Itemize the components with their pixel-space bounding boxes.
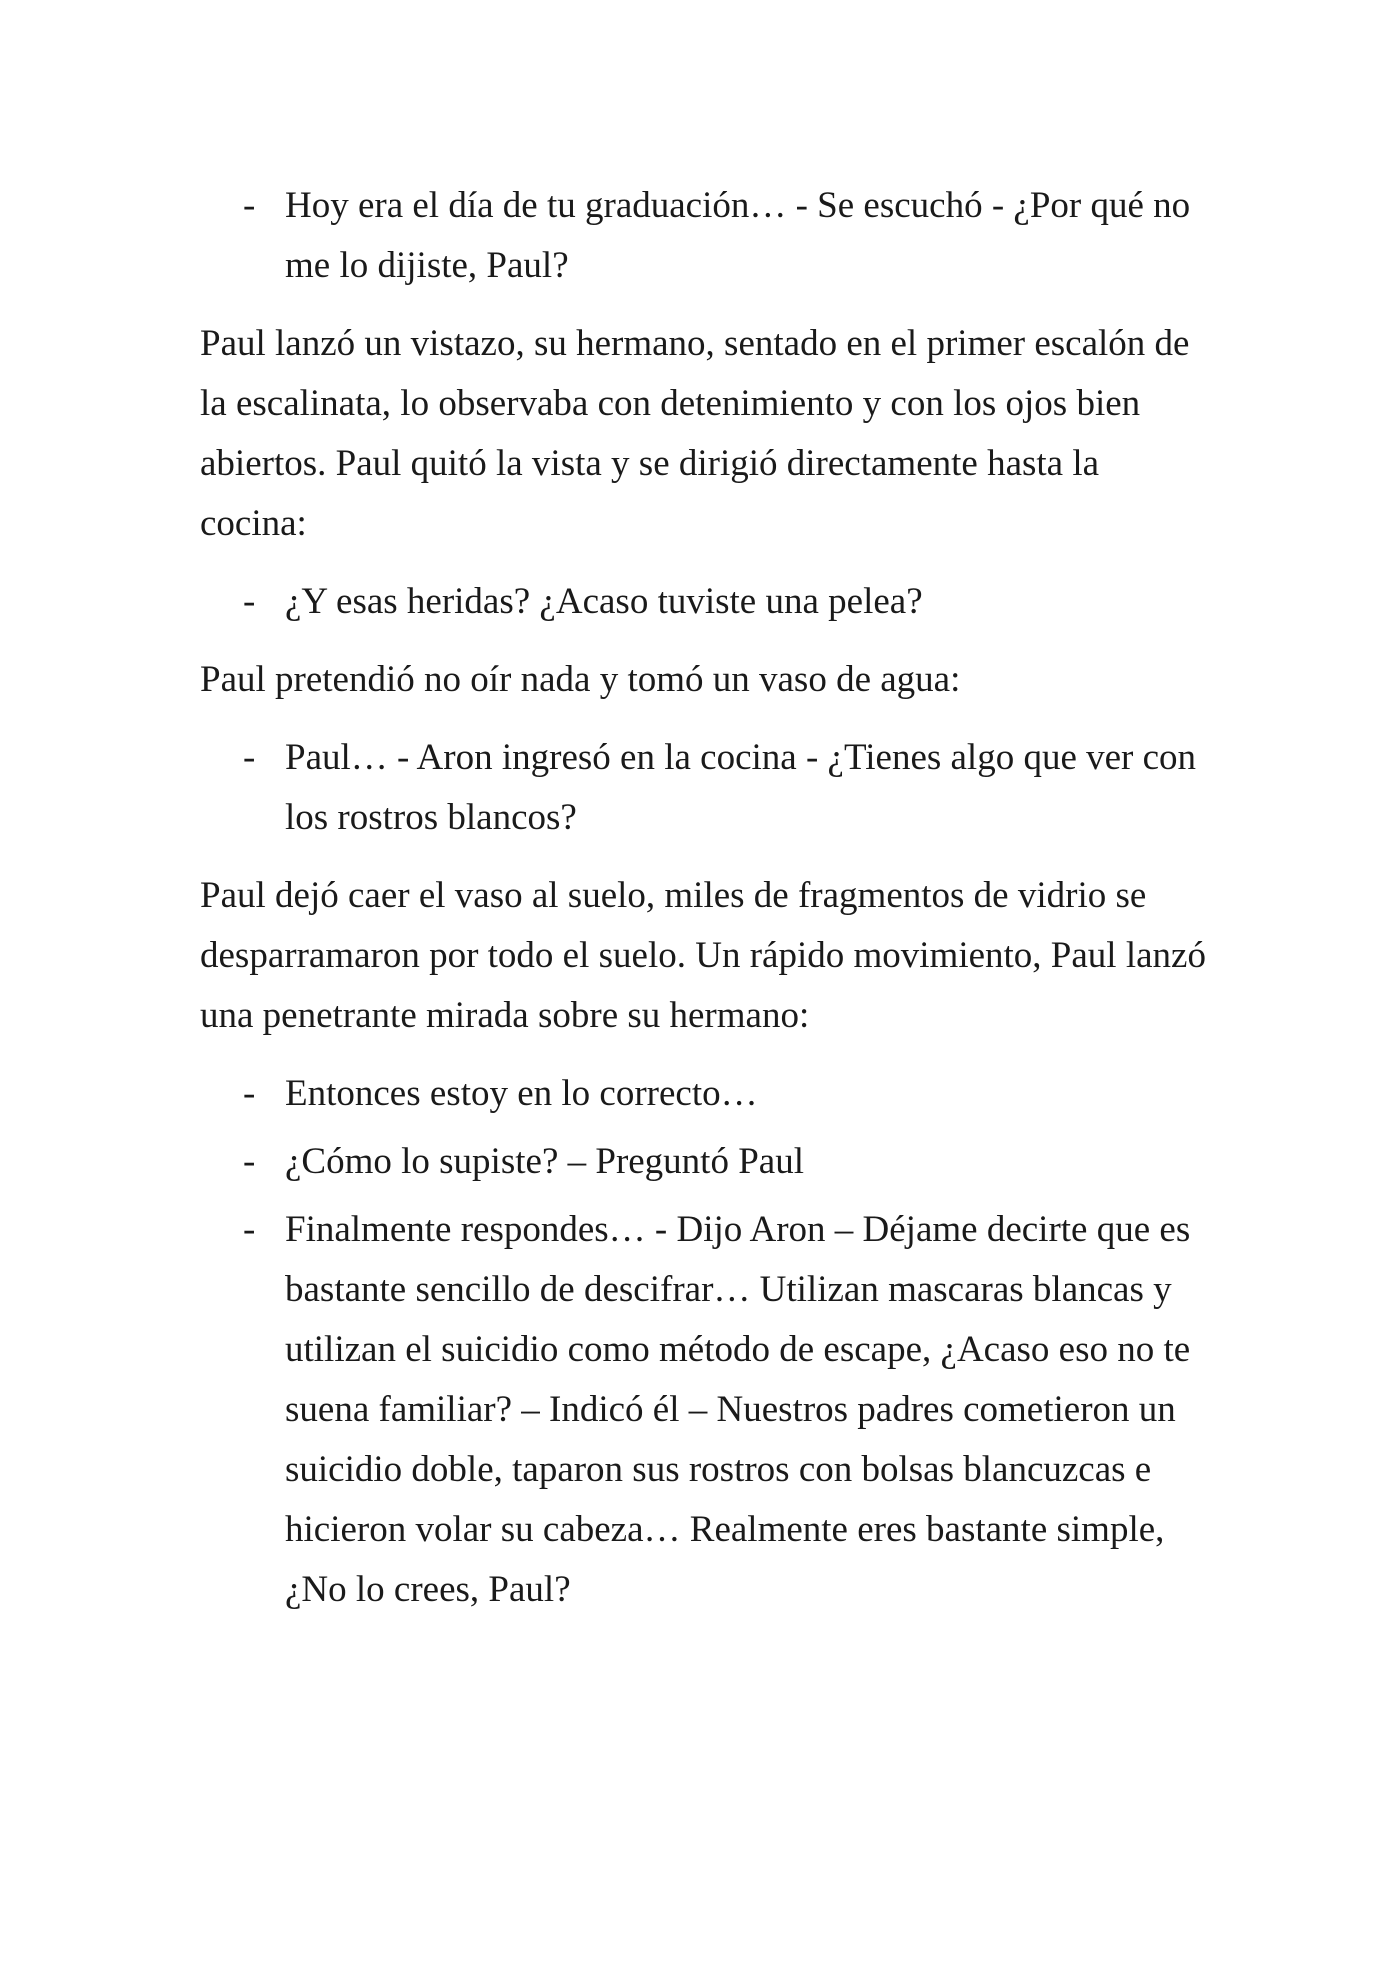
narrative-paragraph: Paul lanzó un vistazo, su hermano, sentado en el primer escalón de la escalinata, lo observaba con detenimiento y con los ojos bien abiertos. Paul quitó la vista y se dirigió directamente hasta la cocina: bbox=[200, 323, 1190, 544]
dialogue-line bbox=[200, 176, 1210, 296]
dialogue-dash: - bbox=[243, 737, 256, 778]
dialogue-line bbox=[200, 728, 1210, 848]
narrative-paragraph: Paul pretendió no oír nada y tomó un vaso de agua: bbox=[200, 659, 961, 700]
dialogue-line bbox=[200, 1200, 1210, 1620]
dialogue-group bbox=[200, 1064, 1210, 1620]
narrative-paragraph: Paul dejó caer el vaso al suelo, miles de fragmentos de vidrio se desparramaron por todo el suelo. Un rápido movimiento, Paul lanzó una penetrante mirada sobre su hermano: bbox=[200, 875, 1206, 1036]
dialogue-dash: - bbox=[243, 1209, 256, 1250]
dialogue-text: ¿Cómo lo supiste? – Preguntó Paul bbox=[285, 1141, 804, 1182]
dialogue-line bbox=[200, 1064, 1210, 1124]
dialogue-group bbox=[200, 176, 1210, 296]
dialogue-line bbox=[200, 572, 1210, 632]
dialogue-text: ¿Y esas heridas? ¿Acaso tuviste una pelea? bbox=[285, 581, 923, 622]
dialogue-line bbox=[200, 1132, 1210, 1192]
dialogue-group bbox=[200, 572, 1210, 632]
dialogue-dash: - bbox=[243, 581, 256, 622]
dialogue-text: Paul… - Aron ingresó en la cocina - ¿Tienes algo que ver con los rostros blancos? bbox=[285, 737, 1197, 838]
dialogue-text: Hoy era el día de tu graduación… - Se escuchó - ¿Por qué no me lo dijiste, Paul? bbox=[285, 185, 1191, 286]
dialogue-group bbox=[200, 728, 1210, 848]
dialogue-text: Entonces estoy en lo correcto… bbox=[285, 1073, 758, 1114]
document-body bbox=[200, 168, 1210, 1638]
dialogue-text: Finalmente respondes… - Dijo Aron – Déjame decirte que es bastante sencillo de descifrar… Utilizan mascaras blancas y utilizan el suicidio como método de escape, ¿Acaso eso no te suena familiar? – Indicó él – Nuestros padres cometieron un suicidio doble, taparon sus rostros con bolsas blancuzcas e hicieron volar su cabeza… Realmente eres bastante simple, ¿No lo crees, Paul? bbox=[285, 1209, 1191, 1610]
dialogue-dash: - bbox=[243, 1141, 256, 1182]
dialogue-dash: - bbox=[243, 185, 256, 226]
dialogue-dash: - bbox=[243, 1073, 256, 1114]
